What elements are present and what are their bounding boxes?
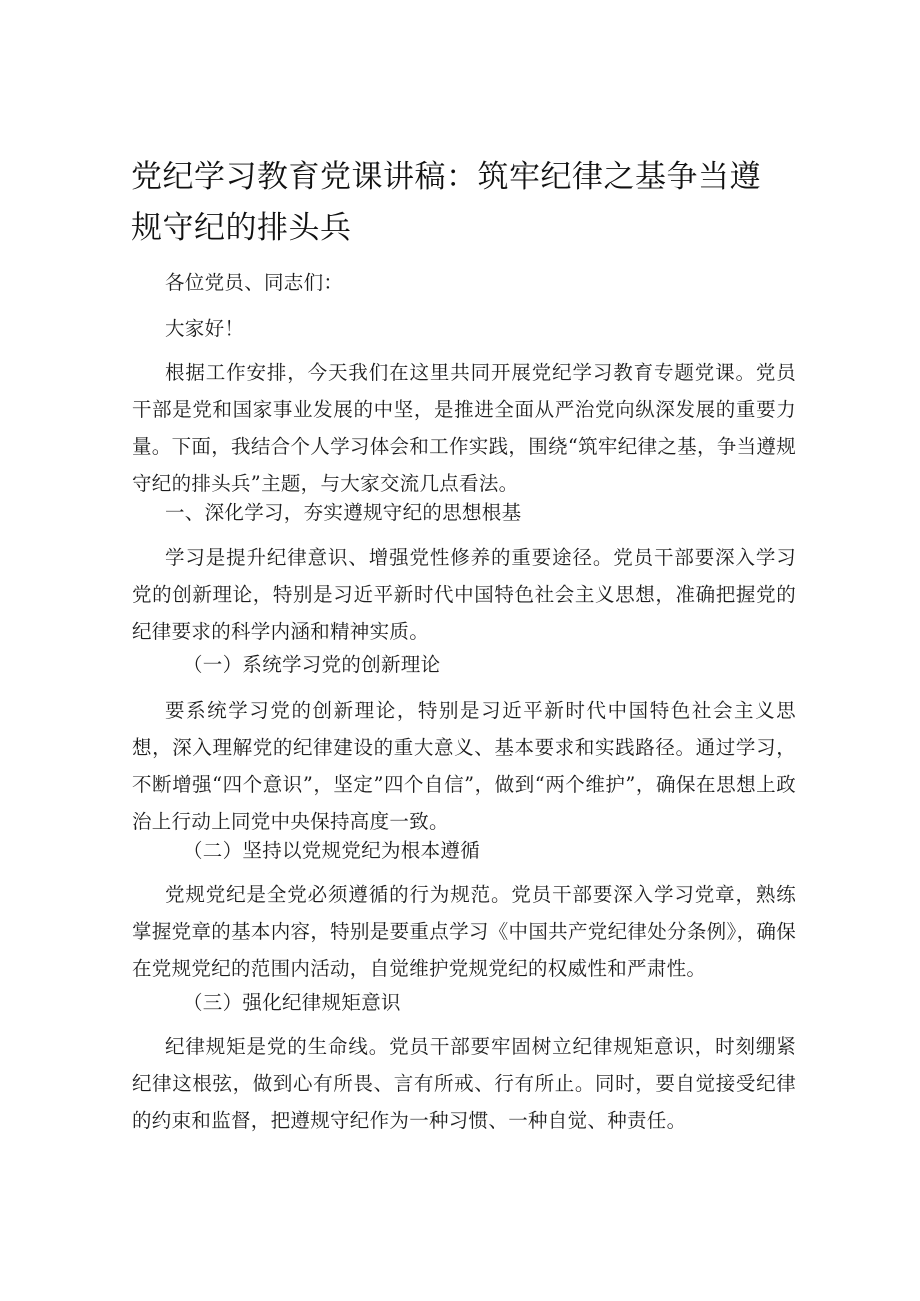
- subsection-1-heading: （一）系统学习党的创新理论: [183, 653, 441, 676]
- section-1-heading: 一、深化学习，夯实遵规守纪的思想根基: [165, 501, 522, 524]
- subsection-3-paragraph: 纪律规矩是党的生命线。党员干部要牢固树立纪律规矩意识，时刻绷紧纪律这根弦，做到心有所畏、言有所戒、行有所止。同时，要自觉接受纪律的约束和监督，把遵规守纪作为一种习惯、一种自觉、种责任。: [132, 1035, 796, 1132]
- subsection-2-heading: （二）坚持以党规党纪为根本遵循: [183, 839, 481, 862]
- subsection-2-paragraph: 党规党纪是全党必须遵循的行为规范。党员干部要深入学习党章，熟练掌握党章的基本内容，特别是要重点学习《中国共产党纪律处分条例》，确保在党规党纪的范围内活动，自觉维护党规党纪的权威性和严肃性。: [132, 883, 796, 980]
- greeting: 大家好！: [165, 317, 245, 340]
- document-title: 党纪学习教育党课讲稿：筑牢纪律之基争当遵规守纪的排头兵: [131, 159, 761, 246]
- salutation: 各位党员、同志们：: [165, 271, 344, 294]
- subsection-3-heading: （三）强化纪律规矩意识: [183, 991, 401, 1014]
- section-1-paragraph: 学习是提升纪律意识、增强党性修养的重要途径。党员干部要深入学习党的创新理论，特别是习近平新时代中国特色社会主义思想，准确把握党的纪律要求的科学内涵和精神实质。: [132, 546, 796, 643]
- intro-paragraph: 根据工作安排，今天我们在这里共同开展党纪学习教育专题党课。党员干部是党和国家事业发展的中坚，是推进全面从严治党向纵深发展的重要力量。下面，我结合个人学习体会和工作实践，围绕“筑牢纪律之基，争当遵规守纪的排头兵”主题，与大家交流几点看法。: [132, 361, 796, 495]
- subsection-1-paragraph: 要系统学习党的创新理论，特别是习近平新时代中国特色社会主义思想，深入理解党的纪律建设的重大意义、基本要求和实践路径。通过学习，不断增强“四个意识”，坚定”四个自信”，做到“两个维护”，确保在思想上政治上行动上同党中央保持高度一致。: [132, 699, 796, 833]
